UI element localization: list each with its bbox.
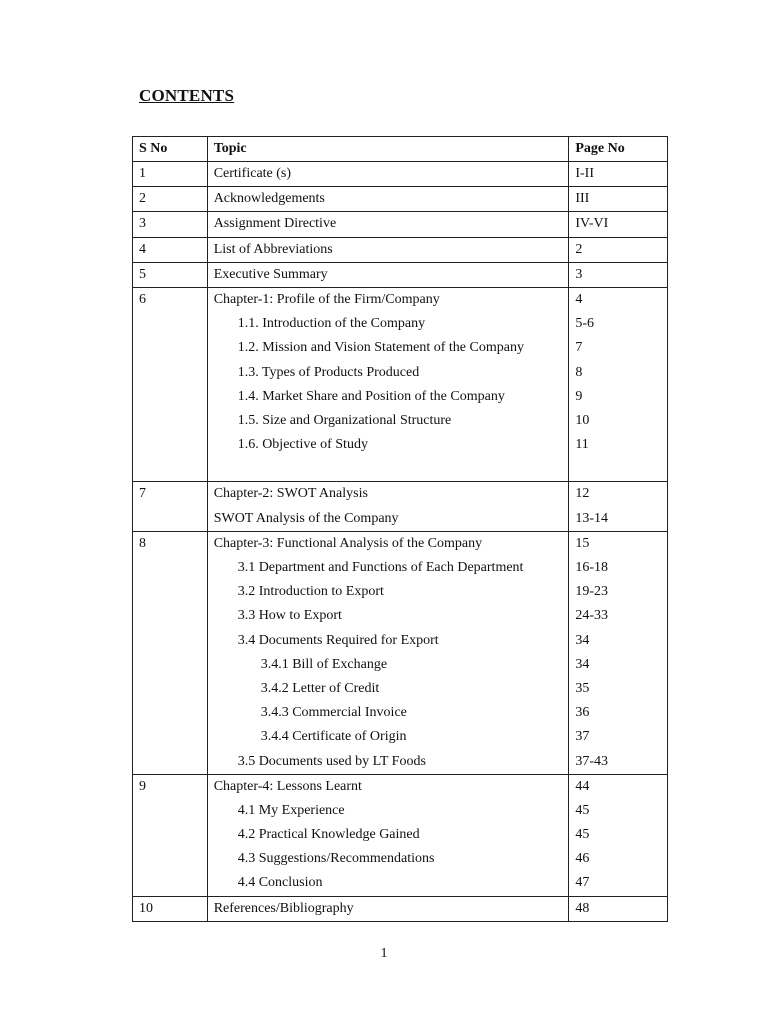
page-ref: 4 bbox=[575, 291, 583, 307]
sno-text: 7 bbox=[139, 486, 146, 502]
page-ref: 46 bbox=[575, 851, 590, 867]
page-ref: 35 bbox=[575, 680, 590, 696]
page-ref: 19-23 bbox=[575, 584, 608, 600]
page-ref: III bbox=[575, 191, 590, 207]
page-ref: 36 bbox=[575, 705, 590, 721]
page-ref: 45 bbox=[575, 827, 590, 843]
topic-entry: Chapter-2: SWOT Analysis bbox=[213, 486, 368, 502]
page-ref: 24-33 bbox=[575, 608, 608, 624]
page-ref: 37 bbox=[575, 729, 590, 745]
page-ref: 44 bbox=[575, 778, 590, 794]
subtopic-entry: 1.4. Market Share and Position of the Company bbox=[237, 388, 505, 404]
topic-entry: SWOT Analysis of the Company bbox=[213, 510, 399, 526]
page-ref: 13-14 bbox=[575, 510, 608, 526]
page-ref: 48 bbox=[575, 900, 590, 916]
page-ref: I-II bbox=[575, 166, 594, 181]
row-page-cell bbox=[569, 262, 668, 287]
row-page-cell bbox=[569, 162, 668, 187]
page-ref: 7 bbox=[575, 340, 583, 356]
page-ref: 37-43 bbox=[575, 753, 608, 769]
page-ref: 12 bbox=[575, 486, 590, 502]
topic-entry: References/Bibliography bbox=[213, 900, 354, 916]
sno-text: 10 bbox=[139, 900, 153, 916]
table-body bbox=[133, 162, 668, 922]
topic-entry: Chapter-4: Lessons Learnt bbox=[213, 778, 362, 794]
sno-text: 6 bbox=[139, 291, 146, 307]
contents-heading: CONTENTS bbox=[139, 86, 235, 105]
table-row bbox=[133, 531, 668, 774]
row-topic-cell bbox=[207, 482, 569, 531]
page-ref: 47 bbox=[575, 875, 590, 891]
row-sno-cell bbox=[133, 262, 208, 287]
row-sno-cell bbox=[133, 187, 208, 212]
row-topic-cell bbox=[207, 237, 569, 262]
page-ref: 15 bbox=[575, 535, 590, 551]
table-row bbox=[133, 482, 668, 531]
subtopic-entry: 1.3. Types of Products Produced bbox=[237, 364, 420, 380]
subtopic-entry: 4.3 Suggestions/Recommendations bbox=[237, 851, 435, 867]
subtopic-entry: 1.1. Introduction of the Company bbox=[237, 316, 426, 332]
topic-entry: Chapter-3: Functional Analysis of the Company bbox=[213, 535, 483, 551]
sno-text: 2 bbox=[139, 191, 146, 207]
subtopic-entry: 3.4.2 Letter of Credit bbox=[260, 680, 380, 696]
subtopic-entry: 1.2. Mission and Vision Statement of the Company bbox=[237, 340, 524, 356]
row-topic-cell bbox=[207, 162, 569, 187]
row-sno-cell bbox=[133, 162, 208, 187]
subtopic-entry: 3.2 Introduction to Export bbox=[237, 584, 384, 600]
contents-table bbox=[132, 136, 668, 922]
table-row bbox=[133, 774, 668, 896]
row-sno-cell bbox=[133, 896, 208, 921]
row-sno-cell bbox=[133, 212, 208, 237]
table-row bbox=[133, 262, 668, 287]
page-ref: 10 bbox=[575, 412, 590, 428]
row-topic-cell bbox=[207, 287, 569, 482]
page-ref: 5-6 bbox=[575, 316, 594, 332]
row-sno-cell bbox=[133, 237, 208, 262]
subtopic-entry: 3.4 Documents Required for Export bbox=[237, 632, 439, 648]
page-ref: 34 bbox=[575, 632, 590, 648]
subtopic-entry: 3.5 Documents used by LT Foods bbox=[237, 753, 426, 769]
subtopic-entry: 3.4.1 Bill of Exchange bbox=[260, 656, 388, 672]
header-page-no: Page No bbox=[569, 137, 668, 162]
sno-text: 1 bbox=[139, 166, 146, 181]
table-row bbox=[133, 896, 668, 921]
table-header-row bbox=[133, 137, 668, 162]
page-ref: IV-VI bbox=[575, 216, 609, 232]
subtopic-entry: 1.5. Size and Organizational Structure bbox=[237, 412, 452, 428]
topic-entry: Executive Summary bbox=[213, 266, 328, 282]
subtopic-entry: 4.2 Practical Knowledge Gained bbox=[237, 827, 420, 843]
subtopic-entry: 4.4 Conclusion bbox=[237, 875, 323, 891]
sno-text: 9 bbox=[139, 778, 146, 794]
page-ref: 9 bbox=[575, 388, 583, 404]
page-ref: 3 bbox=[575, 266, 583, 282]
row-page-cell bbox=[569, 187, 668, 212]
page-number: 1 bbox=[380, 946, 388, 961]
sno-text: 5 bbox=[139, 266, 146, 282]
subtopic-entry: 3.4.3 Commercial Invoice bbox=[260, 705, 407, 721]
row-page-cell bbox=[569, 774, 668, 896]
header-topic: Topic bbox=[207, 137, 569, 162]
page-ref: 11 bbox=[575, 437, 589, 453]
table-row bbox=[133, 237, 668, 262]
header-sno: S No bbox=[133, 137, 208, 162]
row-topic-cell bbox=[207, 531, 569, 774]
subtopic-entry: 4.1 My Experience bbox=[237, 802, 345, 818]
subtopic-entry: 3.4.4 Certificate of Origin bbox=[260, 729, 407, 745]
sno-text: 8 bbox=[139, 535, 146, 551]
table-row bbox=[133, 287, 668, 482]
sno-text: 4 bbox=[139, 241, 146, 257]
row-topic-cell bbox=[207, 212, 569, 237]
subtopic-entry: 3.3 How to Export bbox=[237, 608, 342, 624]
table-row bbox=[133, 212, 668, 237]
page-ref: 34 bbox=[575, 656, 590, 672]
row-page-cell bbox=[569, 237, 668, 262]
topic-entry: Chapter-1: Profile of the Firm/Company bbox=[213, 291, 440, 307]
page-ref: 16-18 bbox=[575, 560, 608, 575]
subtopic-entry: 3.1 Department and Functions of Each Department bbox=[237, 560, 524, 575]
row-page-cell bbox=[569, 212, 668, 237]
row-page-cell bbox=[569, 287, 668, 482]
topic-entry: Certificate (s) bbox=[213, 166, 292, 181]
row-topic-cell bbox=[207, 262, 569, 287]
topic-entry: Acknowledgements bbox=[213, 191, 325, 207]
row-sno-cell bbox=[133, 287, 208, 482]
topic-entry: Assignment Directive bbox=[213, 216, 337, 232]
row-page-cell bbox=[569, 482, 668, 531]
row-page-cell bbox=[569, 531, 668, 774]
table-row bbox=[133, 187, 668, 212]
topic-entry: List of Abbreviations bbox=[213, 241, 333, 257]
page-ref: 2 bbox=[575, 241, 583, 257]
page-ref: 8 bbox=[575, 364, 583, 380]
row-sno-cell bbox=[133, 482, 208, 531]
row-page-cell bbox=[569, 896, 668, 921]
row-topic-cell bbox=[207, 774, 569, 896]
row-topic-cell bbox=[207, 896, 569, 921]
row-topic-cell bbox=[207, 187, 569, 212]
subtopic-entry: 1.6. Objective of Study bbox=[237, 437, 368, 453]
sno-text: 3 bbox=[139, 216, 146, 232]
page-ref: 45 bbox=[575, 802, 590, 818]
row-sno-cell bbox=[133, 531, 208, 774]
table-row bbox=[133, 162, 668, 187]
row-sno-cell bbox=[133, 774, 208, 896]
